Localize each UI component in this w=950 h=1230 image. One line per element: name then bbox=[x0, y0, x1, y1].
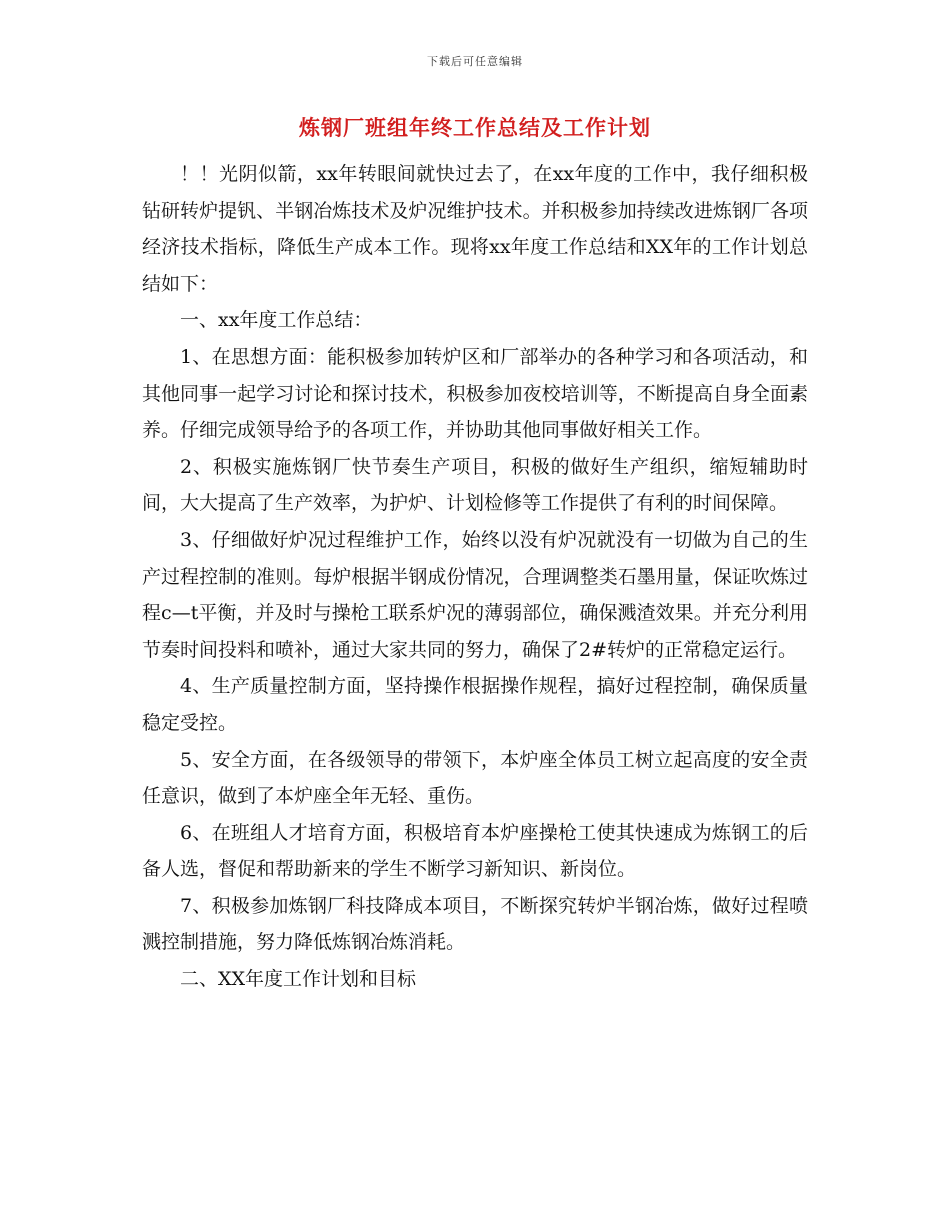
list-item-3: 3、仔细做好炉况过程维护工作，始终以没有炉况就没有一切做为自己的生产过程控制的准则。每炉根据半钢成份情况，合理调整类石墨用量，保证吹炼过程c—t平衡，并及时与操枪工联系炉况的薄弱部位，确保溅渣效果。并充分利用节奏时间投料和喷补，通过大家共同的努力，确保了2#转炉的正常稳定运行。 bbox=[142, 528, 808, 661]
list-item-6: 6、在班组人才培育方面，积极培育本炉座操枪工使其快速成为炼钢工的后备人选，督促和帮助新来的学生不断学习新知识、新岗位。 bbox=[142, 821, 808, 881]
document-title: 炼钢厂班组年终工作总结及工作计划 bbox=[299, 115, 651, 140]
intro-paragraph: ！！光阴似箭，xx年转眼间就快过去了，在xx年度的工作中，我仔细积极钻研转炉提钒、半钢冶炼技术及炉况维护技术。并积极参加持续改进炼钢厂各项经济技术指标，降低生产成本工作。现将xx年度工作总结和XX年的工作计划总结如下： bbox=[142, 163, 808, 295]
list-item-7: 7、积极参加炼钢厂科技降成本项目，不断探究转炉半钢冶炼，做好过程喷溅控制措施，努力降低炼钢冶炼消耗。 bbox=[142, 894, 808, 954]
header-note: 下载后可任意编辑 bbox=[427, 55, 523, 68]
list-item-5: 5、安全方面，在各级领导的带领下，本炉座全体员工树立起高度的安全责任意识，做到了本炉座全年无轻、重伤。 bbox=[142, 748, 808, 808]
document-body bbox=[142, 156, 808, 998]
list-item-4: 4、生产质量控制方面，坚持操作根据操作规程，搞好过程控制，确保质量稳定受控。 bbox=[142, 675, 808, 734]
list-item-1: 1、在思想方面：能积极参加转炉区和厂部举办的各种学习和各项活动，和其他同事一起学习讨论和探讨技术，积极参加夜校培训等，不断提高自身全面素养。仔细完成领导给予的各项工作，并协助其他同事做好相关工作。 bbox=[142, 345, 808, 442]
section-heading-2: 二、XX年度工作计划和目标 bbox=[180, 968, 417, 991]
list-item-2: 2、积极实施炼钢厂快节奏生产项目，积极的做好生产组织，缩短辅助时间，大大提高了生产效率，为护炉、计划检修等工作提供了有利的时间保障。 bbox=[142, 455, 808, 515]
section-heading-1: 一、xx年度工作总结： bbox=[180, 309, 373, 332]
